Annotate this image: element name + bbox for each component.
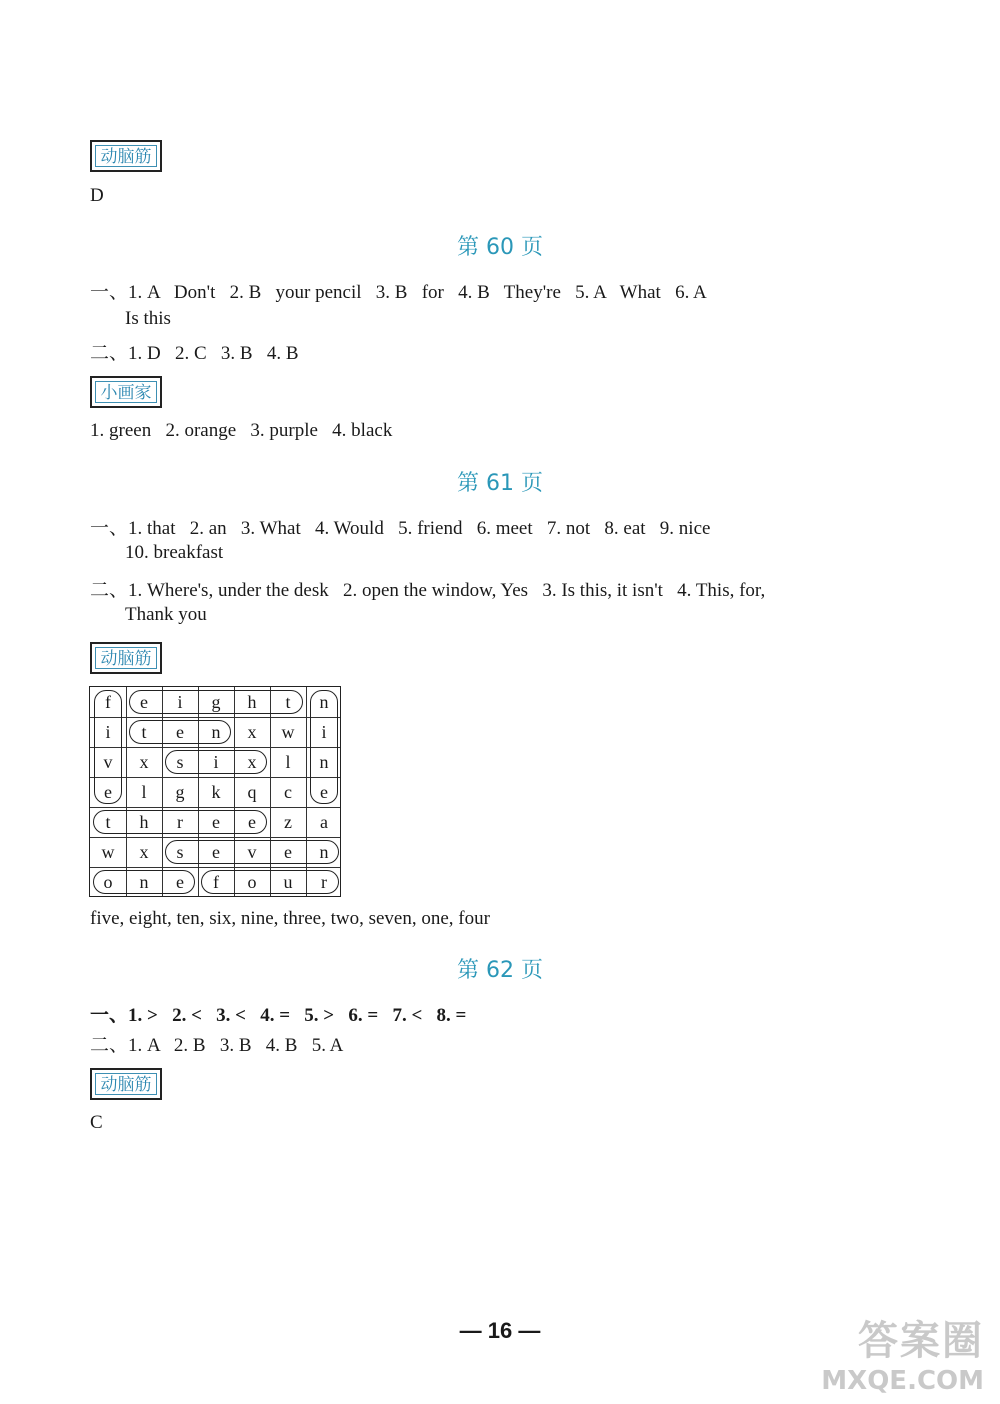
brain-teaser-tag-2 bbox=[90, 642, 162, 674]
watermark-logo bbox=[821, 1309, 984, 1396]
brain-teaser-tag-3 bbox=[90, 1068, 162, 1100]
grid-cell: e bbox=[284, 842, 292, 862]
grid-cell: o bbox=[247, 872, 257, 892]
found-word-ring bbox=[129, 720, 231, 744]
little-painter-tag bbox=[90, 376, 162, 408]
grid-cell: n bbox=[319, 842, 329, 862]
colors-answers: 1. green 2. orange 3. purple 4. black bbox=[90, 420, 393, 441]
grid-cell: e bbox=[176, 722, 184, 742]
grid-cell: v bbox=[247, 842, 257, 862]
grid-cell: h bbox=[139, 812, 149, 832]
brain-teaser-tag-1 bbox=[90, 140, 162, 172]
p60-part1-cont: Is this bbox=[125, 308, 171, 329]
answer-d: D bbox=[90, 185, 104, 206]
answer-c: C bbox=[90, 1112, 103, 1133]
grid-cell: t bbox=[105, 812, 111, 832]
grid-cell: k bbox=[211, 782, 221, 802]
grid-line bbox=[126, 687, 127, 896]
grid-cell: i bbox=[213, 752, 219, 772]
grid-cell: f bbox=[213, 872, 219, 892]
grid-cell: n bbox=[319, 692, 329, 712]
grid-cell: u bbox=[283, 872, 293, 892]
found-word-ring bbox=[310, 690, 338, 804]
brain-teaser-label-1: 动脑筋 bbox=[95, 145, 157, 167]
word-search-grid bbox=[89, 686, 341, 897]
grid-line bbox=[90, 837, 340, 838]
grid-cell: x bbox=[139, 752, 149, 772]
grid-cell: l bbox=[141, 782, 147, 802]
grid-cell: e bbox=[176, 872, 184, 892]
found-word-ring bbox=[165, 750, 267, 774]
grid-cell: e bbox=[320, 782, 328, 802]
page-62-heading: 第 62 页 bbox=[457, 958, 543, 983]
grid-line bbox=[90, 777, 340, 778]
grid-cell: e bbox=[212, 842, 220, 862]
grid-line bbox=[90, 747, 340, 748]
grid-cell: n bbox=[319, 752, 329, 772]
brain-teaser-label-2: 动脑筋 bbox=[95, 647, 157, 669]
grid-cell: e bbox=[248, 812, 256, 832]
p61-part1: 一、1. that 2. an 3. What 4. Would 5. friend 6. meet 7. not 8. eat 9. nice bbox=[90, 518, 711, 539]
grid-cell: v bbox=[103, 752, 113, 772]
grid-cell: q bbox=[247, 782, 257, 802]
found-word-ring bbox=[93, 870, 195, 894]
found-word-ring bbox=[93, 810, 267, 834]
grid-cell: r bbox=[177, 812, 183, 832]
grid-cell: a bbox=[320, 812, 328, 832]
found-word-ring bbox=[201, 870, 339, 894]
grid-cell: z bbox=[284, 812, 292, 832]
grid-cell: w bbox=[281, 722, 295, 742]
p62-part2: 二、1. A 2. B 3. B 4. B 5. A bbox=[90, 1035, 344, 1056]
p60-part1: 一、1. A Don't 2. B your pencil 3. B for 4. B They're 5. A What 6. A bbox=[90, 282, 707, 303]
p61-part2: 二、1. Where's, under the desk 2. open the window, Yes 3. Is this, it isn't 4. This, for, bbox=[90, 580, 766, 601]
grid-cell: t bbox=[141, 722, 147, 742]
p61-part2-cont: Thank you bbox=[125, 604, 207, 625]
grid-line bbox=[162, 687, 163, 896]
p61-part1-cont: 10. breakfast bbox=[125, 542, 224, 563]
grid-cell: e bbox=[212, 812, 220, 832]
grid-cell: s bbox=[176, 842, 184, 862]
grid-line bbox=[90, 717, 340, 718]
watermark-en: MXQE.COM bbox=[821, 1366, 984, 1396]
grid-cell: e bbox=[104, 782, 112, 802]
p60-part2: 二、1. D 2. C 3. B 4. B bbox=[90, 343, 299, 364]
grid-cell: g bbox=[175, 782, 185, 802]
grid-cell: h bbox=[247, 692, 257, 712]
grid-cell: n bbox=[211, 722, 221, 742]
grid-cell: o bbox=[103, 872, 113, 892]
grid-cell: i bbox=[177, 692, 183, 712]
page-60-heading: 第 60 页 bbox=[457, 235, 543, 260]
watermark-cn: 答案圈 bbox=[858, 1318, 984, 1364]
p62-part1: 一、1. > 2. < 3. < 4. = 5. > 6. = 7. < 8. = bbox=[90, 1005, 467, 1026]
grid-cell: i bbox=[105, 722, 111, 742]
grid-cell: g bbox=[211, 692, 221, 712]
numbers-answers: five, eight, ten, six, nine, three, two, seven, one, four bbox=[90, 908, 490, 929]
found-word-ring bbox=[165, 840, 339, 864]
little-painter-label: 小画家 bbox=[95, 381, 157, 403]
page-61-heading: 第 61 页 bbox=[457, 471, 543, 496]
grid-cell: x bbox=[139, 842, 149, 862]
grid-line bbox=[90, 807, 340, 808]
found-word-ring bbox=[129, 690, 303, 714]
brain-teaser-label-3: 动脑筋 bbox=[95, 1073, 157, 1095]
grid-cell: f bbox=[105, 692, 111, 712]
grid-line bbox=[198, 687, 199, 896]
grid-cell: x bbox=[247, 752, 257, 772]
found-word-ring bbox=[94, 690, 122, 804]
page-number: — 16 — bbox=[459, 1318, 541, 1343]
grid-cell: t bbox=[285, 692, 291, 712]
grid-cell: w bbox=[101, 842, 115, 862]
grid-line bbox=[234, 687, 235, 896]
grid-cell: e bbox=[140, 692, 148, 712]
grid-line bbox=[270, 687, 271, 896]
grid-line bbox=[90, 867, 340, 868]
grid-cell: l bbox=[285, 752, 291, 772]
grid-cell: n bbox=[139, 872, 149, 892]
grid-cell: x bbox=[247, 722, 257, 742]
grid-line bbox=[306, 687, 307, 896]
grid-cell: i bbox=[321, 722, 327, 742]
grid-cell: c bbox=[284, 782, 292, 802]
grid-cell: r bbox=[321, 872, 327, 892]
grid-cell: s bbox=[176, 752, 184, 772]
